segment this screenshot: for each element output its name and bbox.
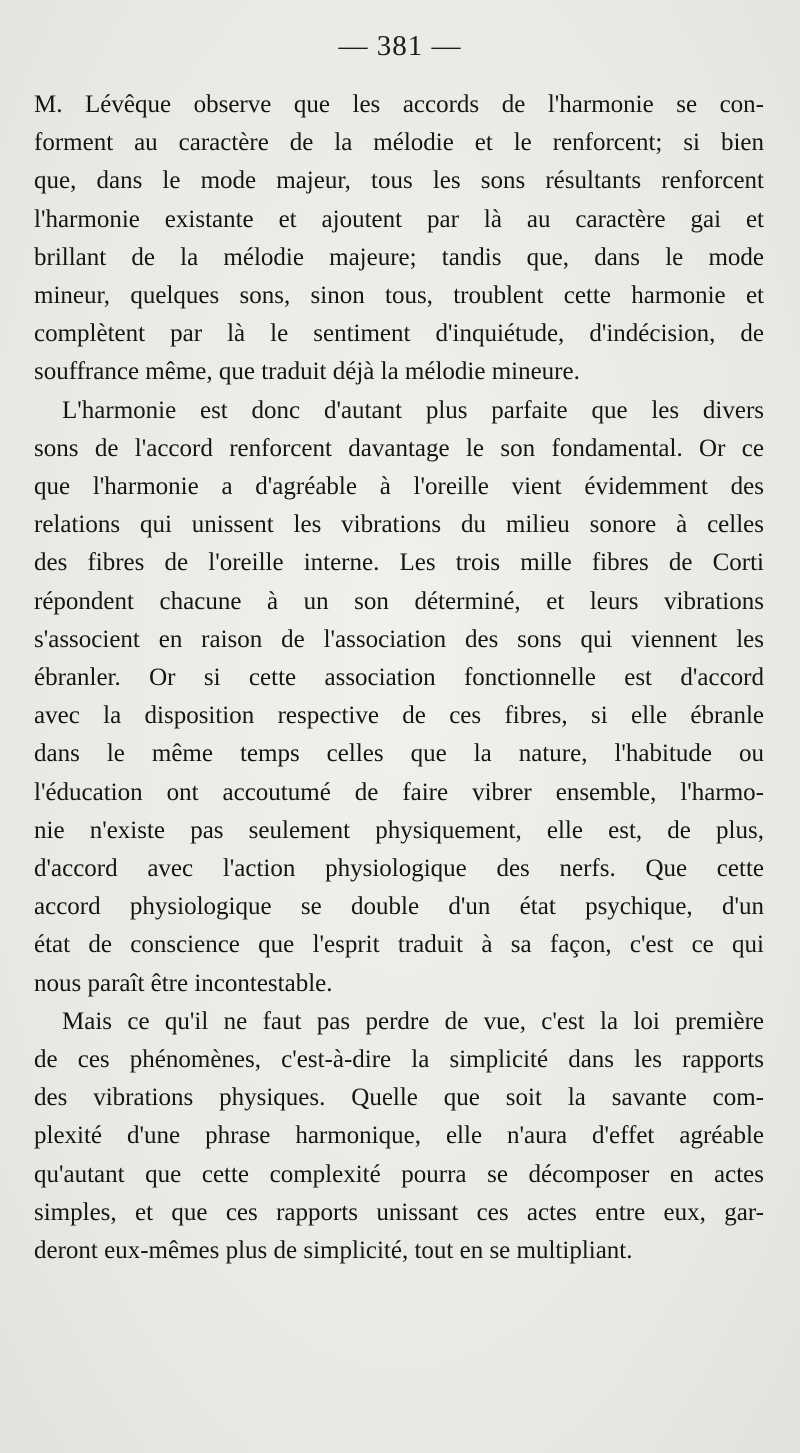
text-line: que l'harmonie a d'agréable à l'oreille vient évidemment des — [34, 473, 764, 501]
text-line: souffrance même, que traduit déjà la mélodie mineure. — [34, 358, 580, 386]
text-line: ébranler. Or si cette association fonctionnelle est d'accord — [34, 664, 764, 692]
text-line: forment au caractère de la mélodie et le renforcent; si bien — [34, 129, 764, 157]
text-line: l'harmonie existante et ajoutent par là au caractère gai et — [34, 205, 764, 233]
text-line: de ces phénomènes, c'est-à-dire la simplicité dans les rapports — [34, 1046, 764, 1074]
text-line: mineur, quelques sons, sinon tous, troublent cette harmonie et — [34, 282, 764, 310]
text-line: s'associent en raison de l'association des sons qui viennent les — [34, 625, 764, 653]
text-line: dans le même temps celles que la nature, l'habitude ou — [34, 740, 764, 768]
text-line: brillant de la mélodie majeure; tandis que, dans le mode — [34, 243, 764, 271]
text-line: Mais ce qu'il ne faut pas perdre de vue, c'est la loi première — [62, 1007, 764, 1035]
text-line: état de conscience que l'esprit traduit à sa façon, c'est ce qui — [34, 931, 764, 959]
text-line: deront eux-mêmes plus de simplicité, tout en se multipliant. — [34, 1237, 633, 1265]
text-line: simples, et que ces rapports unissant ces actes entre eux, gar- — [34, 1198, 764, 1226]
text-line: sons de l'accord renforcent davantage le son fondamental. Or ce — [34, 434, 764, 462]
text-line: complètent par là le sentiment d'inquiétude, d'indécision, de — [34, 320, 764, 348]
text-line: d'accord avec l'action physiologique des nerfs. Que cette — [34, 855, 764, 883]
body-text — [34, 86, 764, 1270]
paragraph-3 — [34, 1003, 764, 1270]
text-line: nie n'existe pas seulement physiquement, elle est, de plus, — [34, 816, 764, 844]
text-line: l'éducation ont accoutumé de faire vibrer ensemble, l'harmo- — [34, 778, 764, 806]
text-line: des fibres de l'oreille interne. Les trois mille fibres de Corti — [34, 549, 764, 577]
text-line: que, dans le mode majeur, tous les sons résultants renforcent — [34, 167, 764, 195]
text-line: qu'autant que cette complexité pourra se décomposer en actes — [34, 1160, 764, 1188]
text-line: répondent chacune à un son déterminé, et leurs vibrations — [34, 587, 764, 615]
text-line: relations qui unissent les vibrations du milieu sonore à celles — [34, 511, 764, 539]
text-line: L'harmonie est donc d'autant plus parfaite que les divers — [62, 396, 764, 424]
paragraph-1 — [34, 86, 764, 392]
text-line: accord physiologique se double d'un état psychique, d'un — [34, 893, 764, 921]
text-line: nous paraît être incontestable. — [34, 969, 333, 997]
page-number: — 381 — — [338, 30, 462, 62]
text-line: avec la disposition respective de ces fibres, si elle ébranle — [34, 702, 764, 730]
text-line: des vibrations physiques. Quelle que soit la savante com- — [34, 1084, 764, 1112]
text-line: plexité d'une phrase harmonique, elle n'aura d'effet agréable — [34, 1122, 764, 1150]
paragraph-2 — [34, 392, 764, 1003]
text-line: M. Lévêque observe que les accords de l'harmonie se con- — [34, 91, 764, 118]
